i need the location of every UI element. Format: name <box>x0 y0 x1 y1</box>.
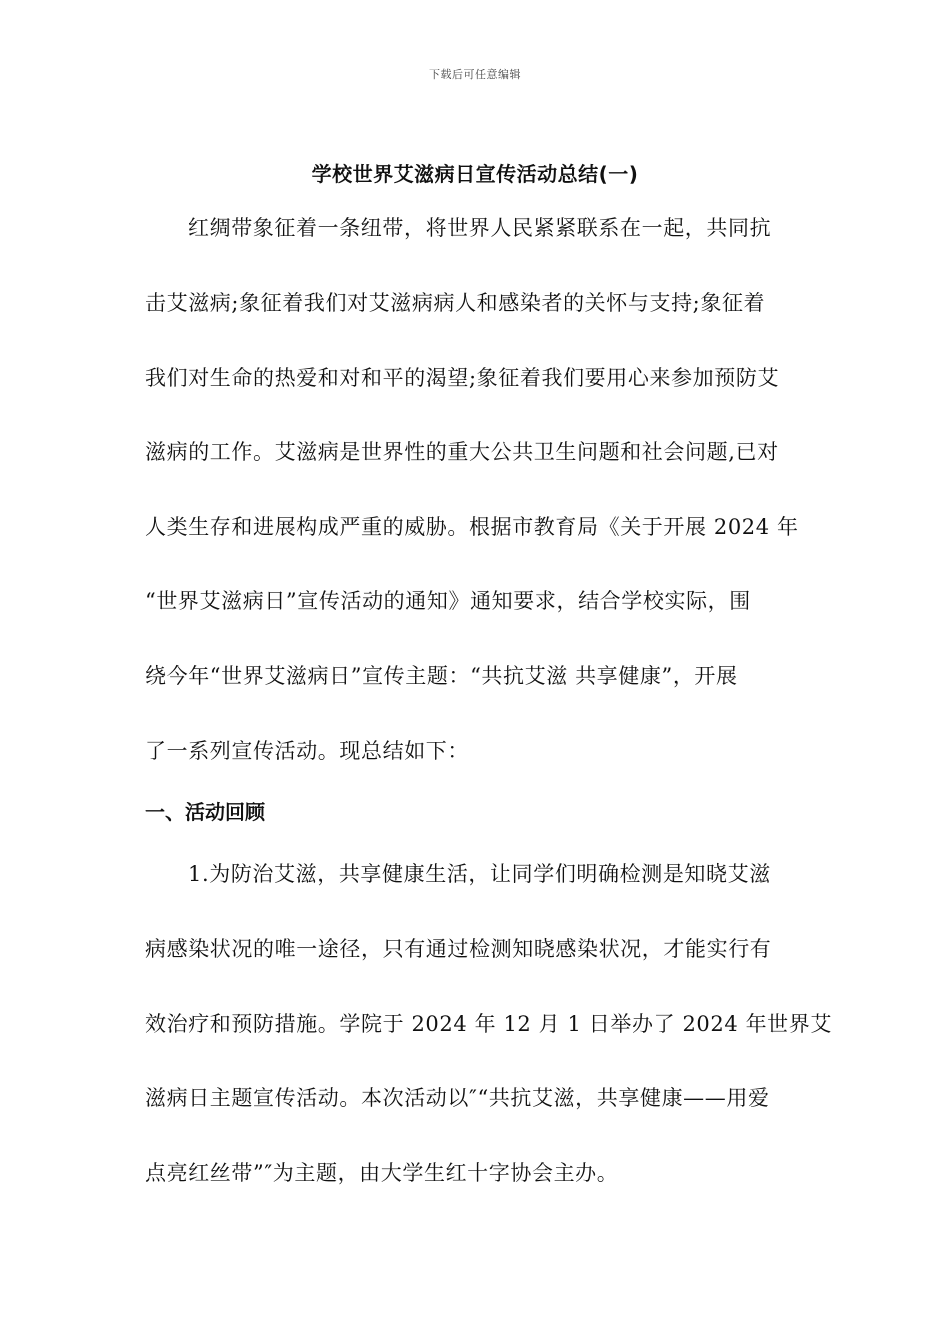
paragraph-line: 人类生存和进展构成严重的威胁。根据市教育局《关于开展 2024 年 <box>145 515 799 539</box>
paragraph-line: 我们对生命的热爱和对和平的渴望;象征着我们要用心来参加预防艾 <box>145 366 780 390</box>
document-title: 学校世界艾滋病日宣传活动总结(一) <box>311 162 639 186</box>
section-heading: 一、活动回顾 <box>145 800 265 824</box>
paragraph-line: 绕今年“世界艾滋病日”宣传主题：“共抗艾滋 共享健康”，开展 <box>145 664 738 688</box>
paragraph-line: 了一系列宣传活动。现总结如下： <box>145 739 469 763</box>
paragraph-line: 滋病日主题宣传活动。本次活动以″“共抗艾滋，共享健康——用爱 <box>145 1086 770 1110</box>
paragraph-line: 红绸带象征着一条纽带，将世界人民紧紧联系在一起，共同抗 <box>188 216 772 240</box>
paragraph-line: 效治疗和预防措施。学院于 2024 年 12 月 1 日举办了 2024 年世界艾 <box>145 1012 832 1036</box>
paragraph-line: “世界艾滋病日”宣传活动的通知》通知要求，结合学校实际，围 <box>145 589 751 613</box>
paragraph-line: 点亮红丝带”″为主题，由大学生红十字协会主办。 <box>145 1161 619 1185</box>
paragraph-line: 病感染状况的唯一途径，只有通过检测知晓感染状况，才能实行有 <box>145 937 772 961</box>
paragraph-line: 1.为防治艾滋，共享健康生活，让同学们明确检测是知晓艾滋 <box>188 862 771 886</box>
paragraph-line: 滋病的工作。艾滋病是世界性的重大公共卫生问题和社会问题,已对 <box>145 440 779 464</box>
paragraph-line: 击艾滋病;象征着我们对艾滋病病人和感染者的关怀与支持;象征着 <box>145 291 766 315</box>
page-header-note: 下载后可任意编辑 <box>429 68 521 81</box>
